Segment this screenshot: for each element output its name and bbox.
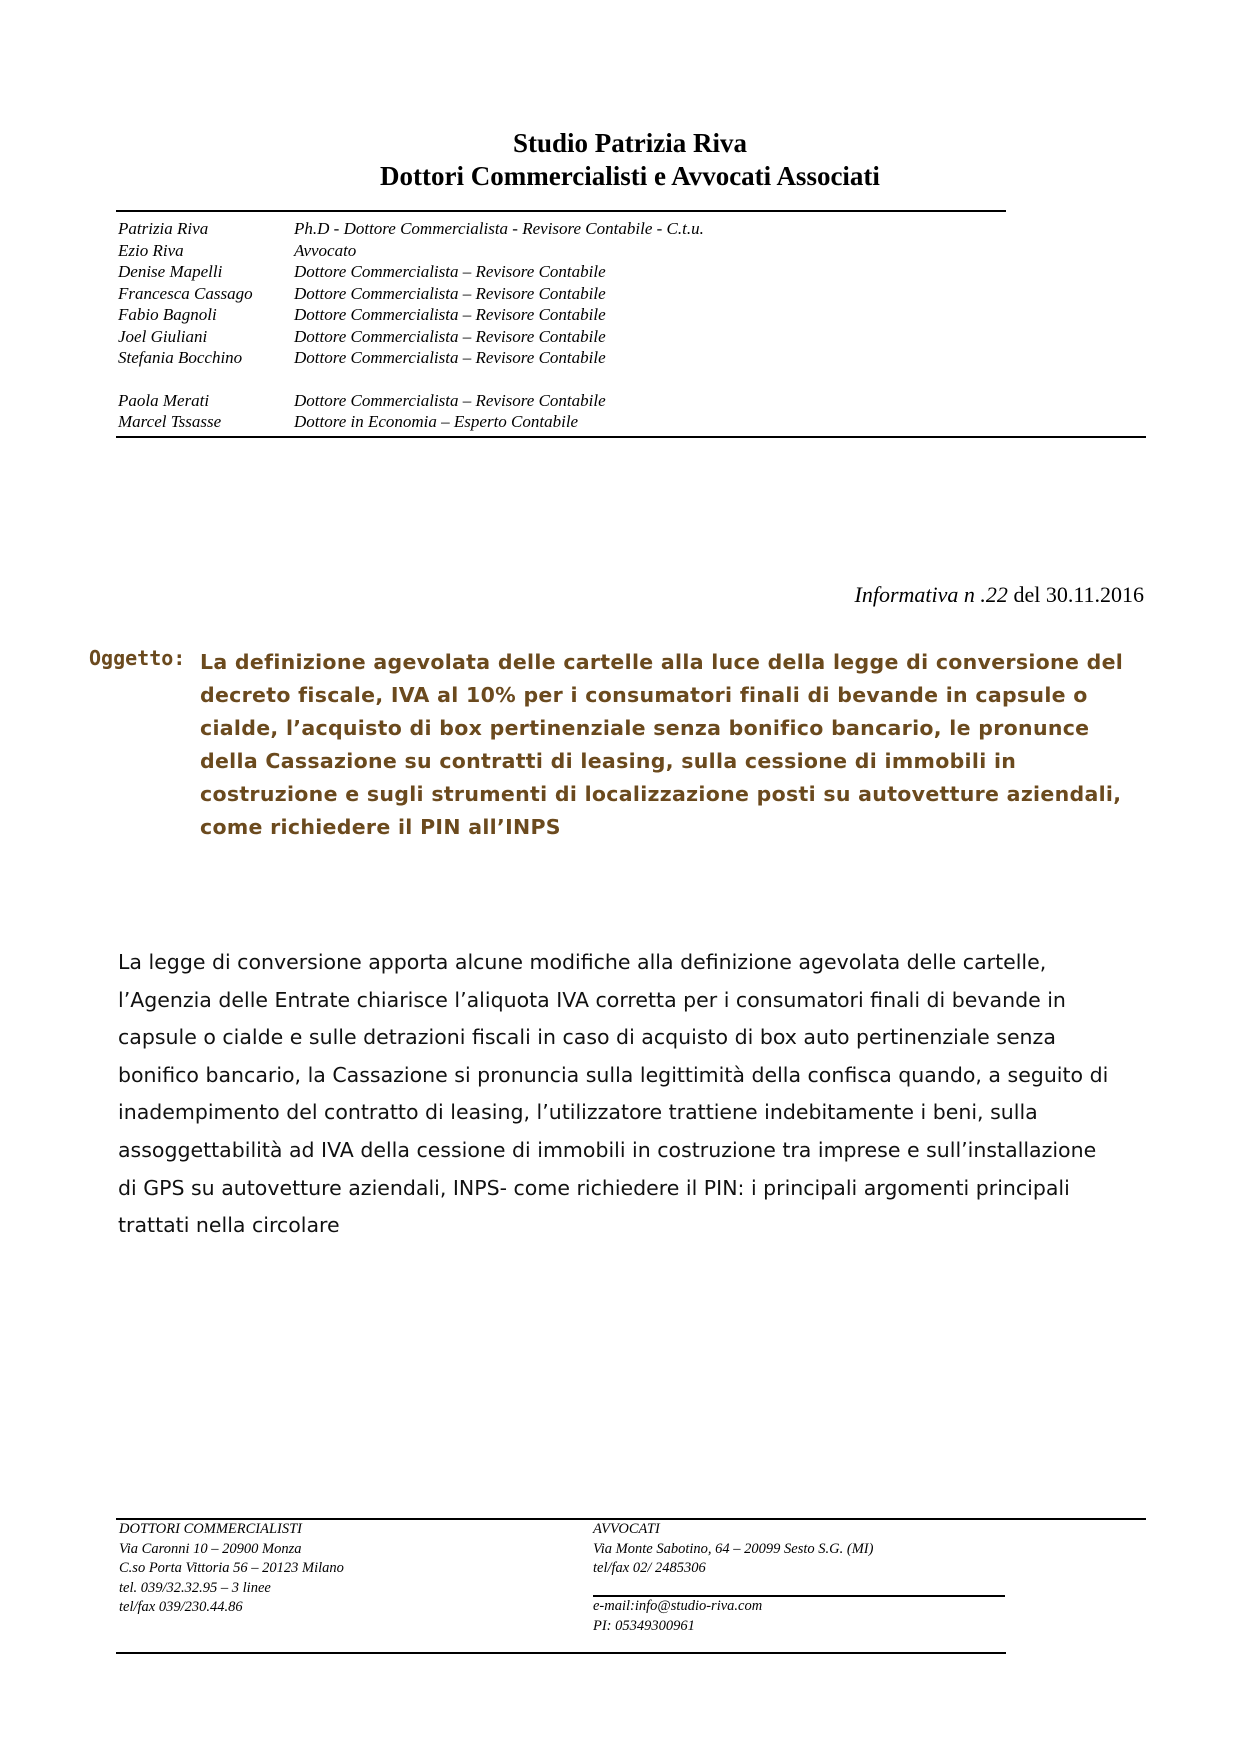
staff-role: Dottore Commercialista – Revisore Contabile [294, 283, 606, 303]
staff-row [118, 390, 704, 412]
staff-role: Dottore Commercialista – Revisore Contabile [294, 262, 606, 281]
footer-left-line: Via Caronni 10 – 20900 Monza [119, 1540, 302, 1557]
footer-dottori-commercialisti [119, 1520, 344, 1618]
staff-row [118, 326, 704, 348]
staff-row [118, 411, 704, 433]
staff-role: Ph.D - Dottore Commercialista - Revisore Contabile - C.t.u. [294, 219, 704, 238]
firm-name: Studio Patrizia Riva [513, 128, 747, 158]
subject-label: Oggetto: [89, 646, 186, 670]
footer-avvocati [593, 1520, 873, 1579]
staff-name: Patrizia Riva [118, 219, 209, 238]
staff-name: Marcel Tssasse [118, 412, 222, 431]
staff-name: Ezio Riva [118, 240, 184, 260]
staff-name: Denise Mapelli [118, 262, 223, 281]
footer-right-title: AVVOCATI [593, 1521, 660, 1537]
header-divider [116, 210, 1006, 212]
informativa-date: del 30.11.2016 [1007, 582, 1144, 607]
staff-role: Dottore Commercialista – Revisore Contabile [294, 305, 606, 324]
body-line: assoggettabilità ad IVA della cessione di immobili in costruzione tra imprese e sull’installazione [118, 1137, 1097, 1162]
staff-name: Paola Merati [118, 390, 210, 410]
footer-left-line: tel/fax 039/230.44.86 [119, 1599, 243, 1615]
staff-role: Dottore Commercialista – Revisore Contabile [294, 390, 606, 410]
body-line: trattati nella circolare [118, 1213, 340, 1238]
staff-role: Dottore Commercialista – Revisore Contabile [294, 348, 606, 367]
footer-right-line: tel/fax 02/ 2485306 [593, 1560, 706, 1576]
body-line: di GPS su autovetture aziendali, INPS- come richiedere il PIN: i principali argomenti principali [118, 1175, 1070, 1200]
body-line: La legge di conversione apporta alcune modifiche alla definizione agevolata delle cartelle, [118, 950, 1047, 974]
footer-bottom-divider [116, 1652, 1006, 1654]
staff-role: Avvocato [294, 240, 357, 260]
staff-role: Dottore in Economia – Esperto Contabile [294, 412, 579, 431]
footer-left-line: tel. 039/32.32.95 – 3 linee [119, 1579, 271, 1596]
subject-line: costruzione e sugli strumenti di localizzazione posti su autovetture aziendali, [200, 782, 1122, 806]
staff-row [118, 218, 704, 240]
staff-list [118, 218, 704, 433]
subject-line: cialde, l’acquisto di box pertinenziale senza bonifico bancario, le pronunce [200, 716, 1090, 740]
subject-text [200, 646, 1145, 844]
staff-divider [116, 436, 1146, 438]
staff-row [118, 283, 704, 305]
staff-row [118, 347, 704, 369]
subject-line: La definizione agevolata delle cartelle alla luce della legge di conversione del [200, 650, 1124, 674]
staff-name: Joel Giuliani [118, 326, 208, 346]
firm-subtitle: Dottori Commercialisti e Avvocati Associati [380, 161, 880, 191]
staff-row [118, 240, 704, 262]
subject-line: come richiedere il PIN all’INPS [200, 815, 561, 839]
staff-row [118, 261, 704, 283]
footer-right-line: Via Monte Sabotino, 64 – 20099 Sesto S.G. (MI) [593, 1540, 874, 1557]
body-line: bonifico bancario, la Cassazione si pronuncia sulla legittimità della confisca quando, a seguito di [118, 1062, 1109, 1087]
staff-role: Dottore Commercialista – Revisore Contabile [294, 326, 606, 346]
staff-name: Fabio Bagnoli [118, 305, 217, 324]
informativa-number: Informativa n .22 [854, 582, 1008, 607]
footer-contacts [593, 1597, 762, 1636]
subject-line: decreto fiscale, IVA al 10% per i consumatori finali di bevande in capsule o [200, 683, 1088, 707]
body-line: inadempimento del contratto di leasing, l’utilizzatore trattiene indebitamente i beni, sulla [118, 1100, 1038, 1125]
body-line: l’Agenzia delle Entrate chiarisce l’aliquota IVA corretta per i consumatori finali di bevande in [118, 987, 1066, 1012]
footer-email: e-mail:info@studio-riva.com [593, 1598, 763, 1614]
informativa-reference [855, 582, 1144, 608]
subject-line: della Cassazione su contratti di leasing, sulla cessione di immobili in [200, 749, 1017, 773]
footer-left-title: DOTTORI COMMERCIALISTI [119, 1521, 302, 1537]
footer-pi: PI: 05349300961 [593, 1617, 695, 1634]
staff-row [118, 304, 704, 326]
body-paragraph [118, 944, 1128, 1245]
body-line: capsule o cialde e sulle detrazioni fiscali in caso di acquisto di box auto pertinenziale senza [118, 1025, 1056, 1050]
staff-name: Stefania Bocchino [118, 348, 243, 367]
staff-name: Francesca Cassago [118, 283, 253, 303]
footer-left-line: C.so Porta Vittoria 56 – 20123 Milano [119, 1560, 344, 1576]
